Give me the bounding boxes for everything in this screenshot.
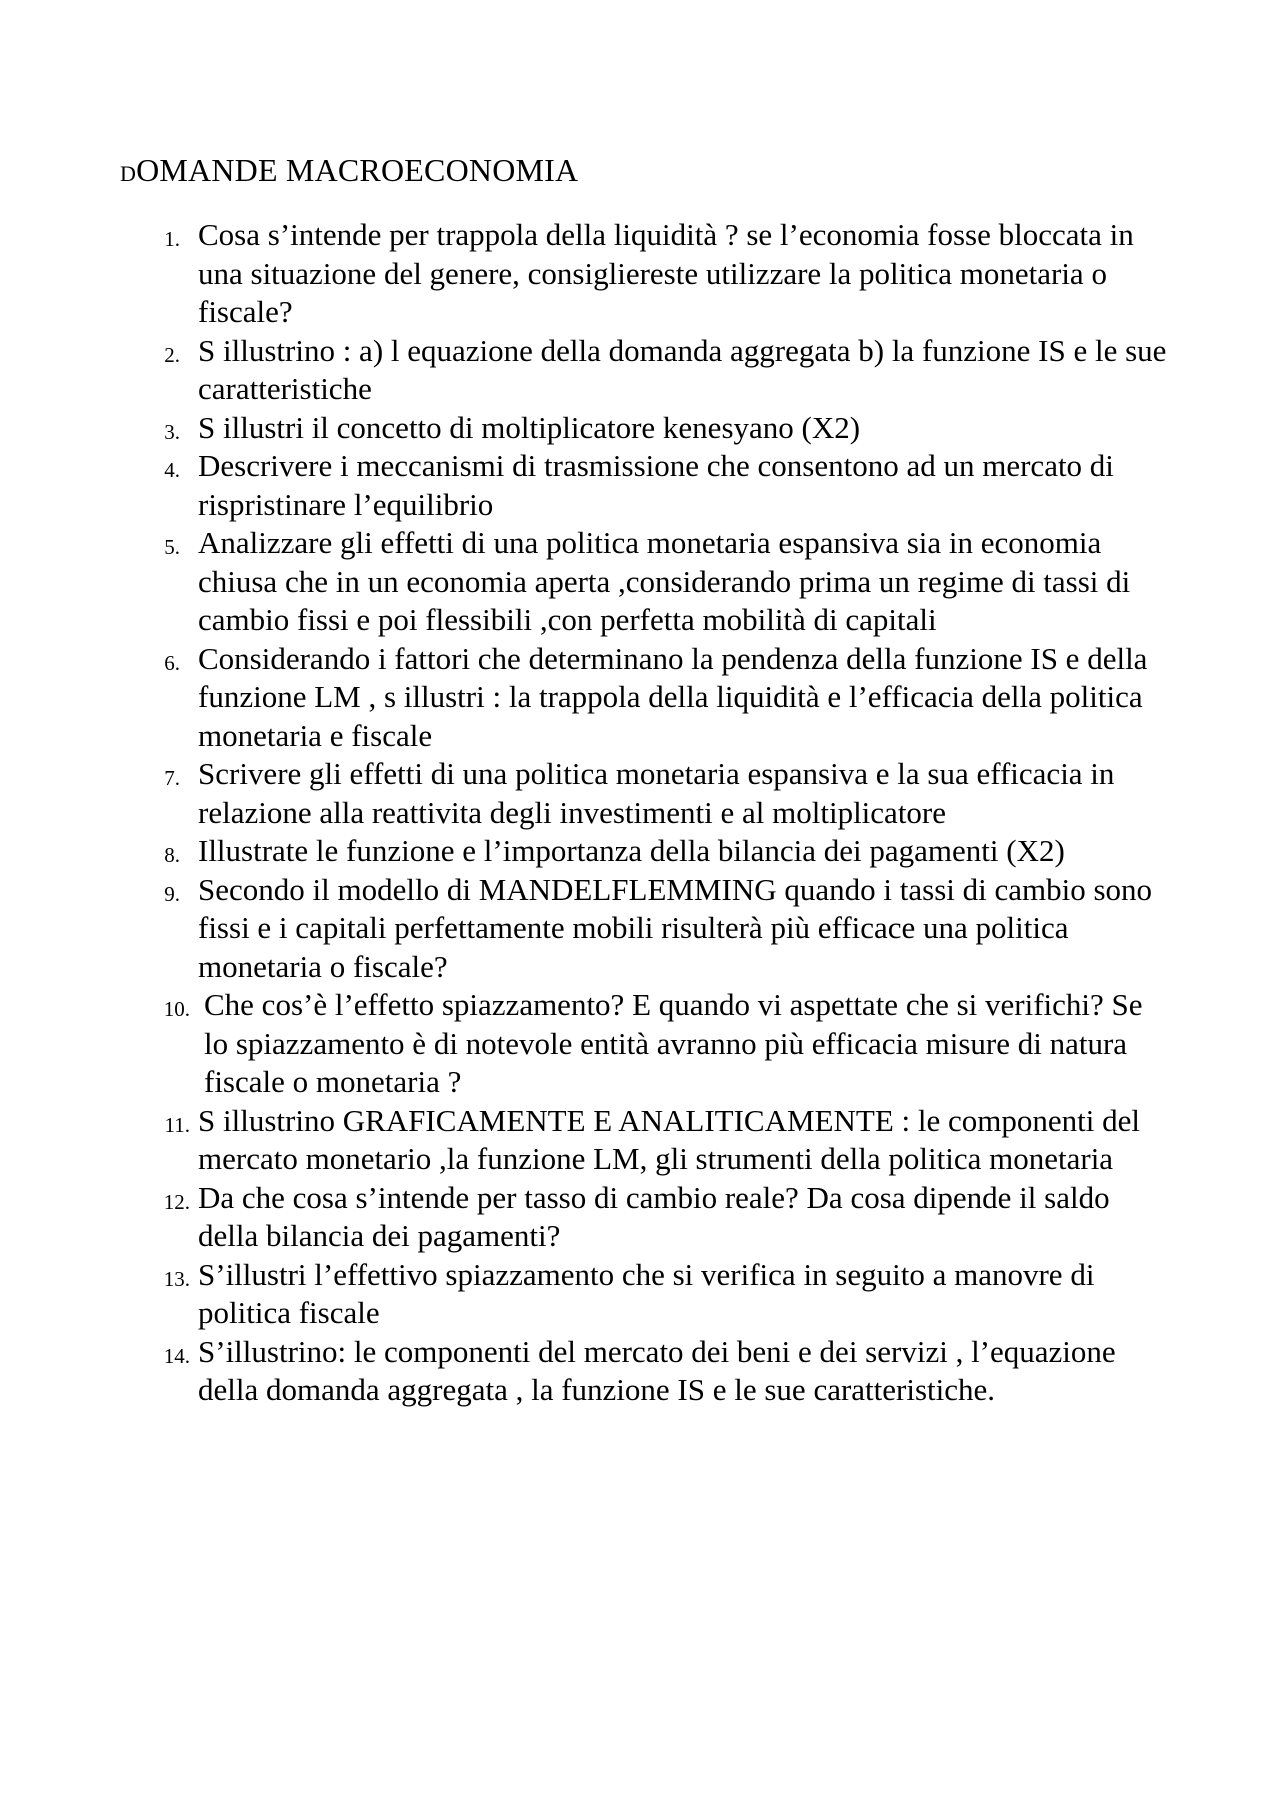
question-text: S illustri il concetto di moltiplicatore kenesyano (X2) [198, 409, 861, 445]
question-item [0, 755, 1280, 832]
question-text: Illustrate le funzione e l’importanza della bilancia dei pagamenti (X2) [198, 833, 1065, 868]
question-item [0, 1256, 1280, 1333]
question-text: Cosa s’intende per trappola della liquidità ? se l’economia fosse bloccata in una situazione del genere, consigliereste utilizzare la politica monetaria o fiscale? [198, 217, 1134, 329]
question-number: 5. [164, 535, 180, 559]
question-text: Da che cosa s’intende per tasso di cambio reale? Da cosa dipende il saldo della bilancia dei pagamenti? [198, 1179, 1110, 1253]
question-item [0, 1102, 1280, 1179]
question-item [0, 1333, 1280, 1410]
question-text: Analizzare gli effetti di una politica monetaria espansiva sia in economia chiusa che in un economia aperta ,considerando prima un regime di tassi di cambio fissi e poi flessibili ,con perfetta mobilità di capitali [198, 525, 1131, 637]
question-item [0, 332, 1280, 409]
question-number: 10. [163, 997, 190, 1021]
question-text: Considerando i fattori che determinano la pendenza della funzione IS e della funzione LM , s illustri : la trappola della liquidità e l’efficacia della politica monetaria e fiscale [198, 640, 1148, 753]
question-text: Secondo il modello di MANDELFLEMMING quando i tassi di cambio sono fissi e i capitali perfettamente mobili risulterà più efficace una politica monetaria o fiscale? [198, 871, 1153, 984]
question-number: 12. [163, 1189, 190, 1214]
question-number: 2. [164, 342, 180, 367]
question-item [0, 871, 1280, 987]
question-item [0, 640, 1280, 756]
question-text: S’illustri l’effettivo spiazzamento che si verifica in seguito a manovre di politica fiscale [198, 1256, 1095, 1330]
question-item [0, 216, 1280, 332]
question-number: 7. [164, 766, 180, 790]
question-number: 14. [163, 1343, 190, 1368]
question-item [0, 1179, 1280, 1256]
question-item [0, 409, 1280, 448]
question-number: 3. [164, 419, 180, 444]
document-title-initial: D [120, 161, 137, 186]
question-list [0, 216, 1280, 1410]
question-text: Che cos’è l’effetto spiazzamento? E quando vi aspettate che si verifichi? Se lo spiazzamento è di notevole entità avranno più efficacia misure di natura fiscale o monetaria ? [204, 987, 1143, 1099]
question-text: S illustrino GRAFICAMENTE E ANALITICAMENTE : le componenti del mercato monetario ,la funzione LM, gli strumenti della politica monetaria [198, 1102, 1140, 1176]
question-number: 9. [164, 881, 180, 906]
question-number: 13. [163, 1266, 190, 1291]
question-item [0, 832, 1280, 871]
question-number: 1. [164, 227, 180, 251]
question-number: 8. [164, 843, 180, 867]
question-item [0, 447, 1280, 524]
question-text: Scrivere gli effetti di una politica monetaria espansiva e la sua efficacia in relazione alla reattivita degli investimenti e al moltiplicatore [198, 756, 1115, 830]
question-text: Descrivere i meccanismi di trasmissione che consentono ad un mercato di rispristinare l’equilibrio [198, 448, 1114, 522]
question-number: 4. [164, 458, 180, 482]
document-title-text: OMANDE MACROECONOMIA [136, 152, 579, 188]
question-text: S illustrino : a) l equazione della domanda aggregata b) la funzione IS e le sue caratteristiche [198, 332, 1167, 406]
question-item [0, 524, 1280, 640]
question-number: 11. [164, 1112, 190, 1137]
question-text: S’illustrino: le componenti del mercato dei beni e dei servizi , l’equazione della domanda aggregata , la funzione IS e le sue caratteristiche. [198, 1333, 1116, 1407]
question-number: 6. [164, 650, 180, 675]
document-title [120, 152, 578, 192]
question-item [0, 986, 1280, 1102]
